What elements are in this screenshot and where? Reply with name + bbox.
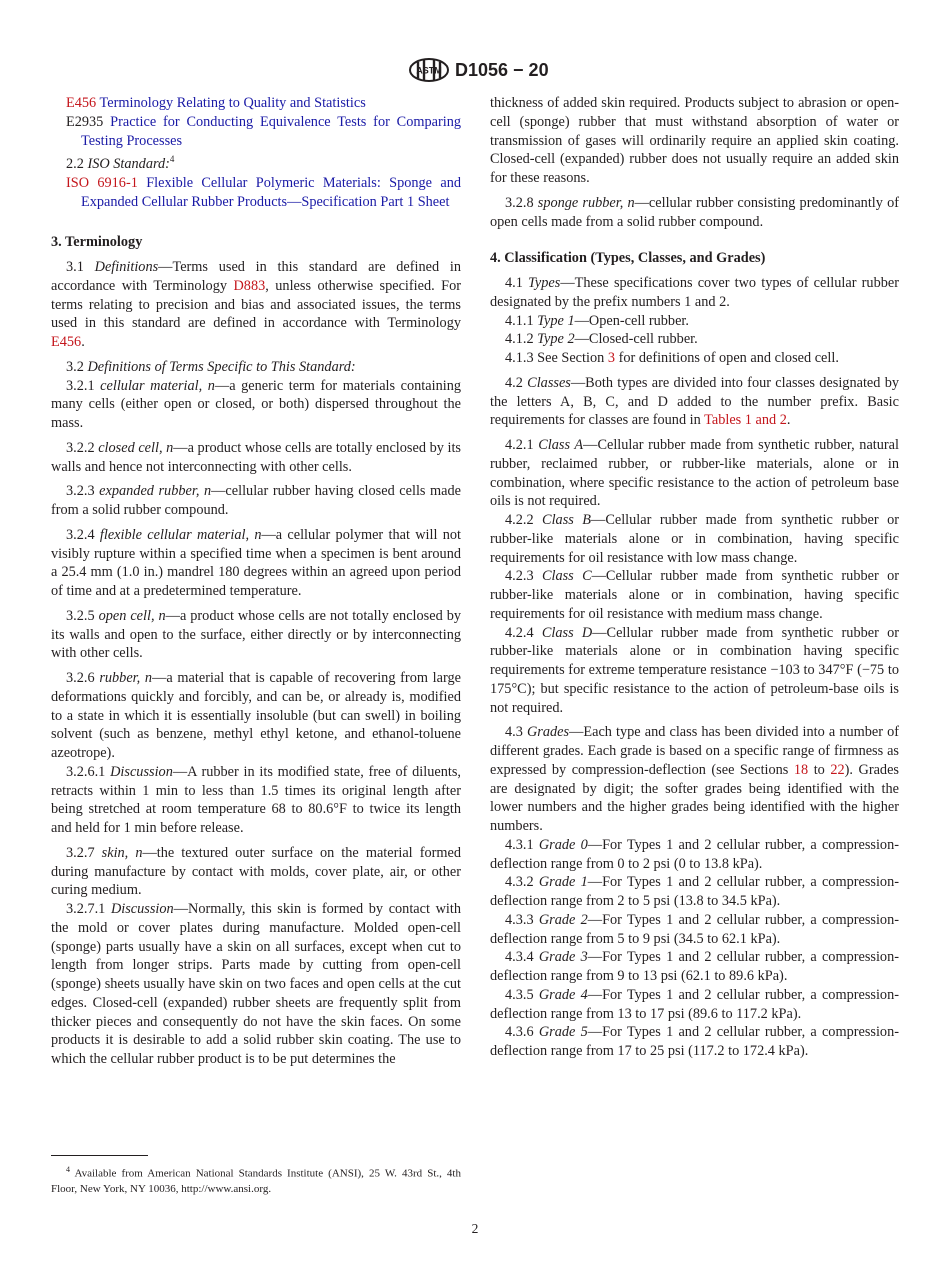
section-heading-terminology: 3. Terminology: [51, 234, 143, 251]
paragraph-4-3-6: 4.3.6 Grade 5—For Types 1 and 2 cellular rubber, a compression-deflection range from 17 to 25 psi (117.2 to 172.4 kPa).: [490, 1024, 899, 1059]
link-e456[interactable]: E456: [51, 334, 82, 351]
paragraph-3-2-4: 3.2.4 flexible cellular material, n—a cellular polymer that will not visibly rupture within a specified time when a specimen is bent around a 25.4 mm (1.0 in.) mandrel 180 degrees within an agreed upon period of time and at a predetermined temperature.: [51, 526, 461, 600]
footnote-ref[interactable]: 4: [169, 154, 175, 165]
paragraph-3-2-6: 3.2.6 rubber, n—a material that is capable of recovering from large deformations quickly and forcibly, and can be, or already is, modified to a state in which it is essentially insoluble (but can swell) in boiling solvent (such as benzene, methyl ethyl ketone, and ethanol-toluene azeotrope).: [51, 670, 461, 762]
link-section-3[interactable]: 3: [607, 350, 615, 366]
reference-iso-6916-1: [51, 174, 461, 212]
link-section-18[interactable]: 18: [793, 761, 809, 778]
paragraph-4-1: 4.1 Types—These specifications cover two types of cellular rubber designated by the prefix numbers 1 and 2.: [490, 275, 899, 310]
link-section-22[interactable]: 22: [830, 761, 845, 778]
paragraph-3-2-5: 3.2.5 open cell, n—a product whose cells are not totally enclosed by its walls and open to the surface, either directly or by interconnecting with other cells.: [51, 607, 461, 662]
paragraph-4-3-3: 4.3.3 Grade 2—For Types 1 and 2 cellular rubber, a compression-deflection range from 5 to 9 psi (34.5 to 62.1 kPa).: [490, 911, 899, 947]
paragraph-4-3-2: 4.3.2 Grade 1—For Types 1 and 2 cellular rubber, a compression-deflection range from 2 to 5 psi (13.8 to 34.5 kPa).: [490, 874, 899, 909]
paragraph-4-2-3: 4.2.3 Class C—Cellular rubber made from synthetic rubber or rubber-like materials alone or in combination, having specific requirements for oil resistance with medium mass change.: [490, 568, 899, 622]
reference-e2935: [51, 113, 461, 151]
paragraph-3-2-6-1: 3.2.6.1 Discussion—A rubber in its modified state, free of diluents, retracts within 1 min to less than 1.5 times its original length after being stretched at room temperature 68 to 80.6°F to twice its length and held for 1 min before release.: [51, 763, 462, 837]
reference-title-link[interactable]: Practice for Conducting Equivalence Tests for Comparing Testing Processes: [81, 113, 461, 149]
link-d883[interactable]: D883: [233, 277, 266, 294]
reference-title-link[interactable]: Terminology Relating to Quality and Statistics: [99, 95, 366, 111]
paragraph-4-1-3: 4.1.3 See Section 3 for definitions of open and closed cell.: [505, 350, 839, 366]
footnote-mark: 4: [66, 1165, 70, 1174]
astm-logo-icon: [408, 58, 450, 82]
paragraph-4-3-1: 4.3.1 Grade 0—For Types 1 and 2 cellular rubber, a compression-deflection range from 0 to 2 psi (0 to 13.8 kPa).: [490, 836, 899, 872]
paragraph-3-2-7-1-continued: thickness of added skin required. Products subject to abrasion or open-cell (sponge) rubber that must withstand absorption of water or transmission of gases will ordinarily require an applied skin coating. Closed-cell (expanded) rubber does not usually require an added skin for these reasons.: [490, 95, 899, 186]
reference-code: E2935: [66, 113, 104, 130]
section-heading-classification: 4. Classification (Types, Classes, and Grades): [490, 250, 766, 267]
paragraph-3-2-7-1: 3.2.7.1 Discussion—Normally, this skin is formed by contact with the mold or cover plates during manufacture. Molded open-cell (sponge) parts usually have a skin on all surfaces, except when cut to length from longer strips. Parts made by cutting from open-cell (sponge) sheets usually have skin on two faces and open cells at the cut edges. Closed-cell (expanded) rubber sheets are frequently split from thicker pieces and consequently do not have the skin faces. On some products it is desirable to add a solid rubber skin coating. The use to which the cellular rubber product is to be put determines the: [51, 901, 461, 1068]
paragraph-4-3: 4.3 Grades—Each type and class has been divided into a number of different grades. Each grade is based on a specific range of firmness as expressed by compression-deflection (see Sections 18 to 22). Grades are designated by digit; the softer grades being identified with the lower numbers and the higher grades being identified with the higher numbers.: [490, 724, 899, 834]
paragraph-4-2: 4.2 Classes—Both types are divided into four classes designated by the letters A, B, C, and D added to the number prefix. Basic requirements for classes are found in Tables 1 and 2.: [490, 374, 900, 429]
reference-e456: [51, 94, 461, 113]
left-column: [51, 94, 461, 1069]
link-tables-1-2[interactable]: Tables 1 and 2: [704, 412, 787, 429]
footnote-divider: [51, 1155, 148, 1156]
reference-code[interactable]: ISO 6916-1: [66, 174, 138, 191]
paragraph-4-2-4: 4.2.4 Class D—Cellular rubber made from synthetic rubber or rubber-like materials alone or in combination having specific requirements for extreme temperature resistance −103 to 347°F (−75 to 175°C); but specific resistance to the action of petroleum-base oils is not required.: [490, 624, 900, 716]
logo-text: ASTM: [416, 65, 442, 76]
paragraph-3-2-3: 3.2.3 expanded rubber, n—cellular rubber having closed cells made from a solid rubber compound.: [51, 483, 461, 519]
paragraph-3-2: 3.2 Definitions of Terms Specific to This Standard:: [66, 358, 356, 375]
paragraph-4-2-2: 4.2.2 Class B—Cellular rubber made from synthetic rubber or rubber-like materials alone or in combination, having specific requirements for oil resistance with low mass change.: [490, 512, 900, 566]
page-header: [0, 58, 950, 84]
paragraph-3-2-2: 3.2.2 closed cell, n—a product whose cells are totally enclosed by its walls and hence not interconnecting with other cells.: [51, 439, 461, 475]
iso-standard-heading: 2.2 ISO Standard:$^4$: [66, 154, 175, 173]
reference-title-link[interactable]: Flexible Cellular Polymeric Materials: Sponge and Expanded Cellular Rubber Products—Specification Part 1 Sheet: [81, 174, 461, 210]
paragraph-3-2-8: 3.2.8 sponge rubber, n—cellular rubber consisting predominantly of open cells made from a solid rubber compound.: [490, 194, 899, 230]
paragraph-4-1-1: 4.1.1 Type 1—Open-cell rubber.: [505, 312, 689, 329]
reference-code[interactable]: E456: [66, 95, 97, 111]
paragraph-3-2-7: 3.2.7 skin, n—the textured outer surface on the material formed during manufacture by contact with molds, cover plate, air, or other curing medium.: [51, 844, 462, 899]
page-number: 2: [471, 1221, 479, 1236]
paragraph-4-3-4: 4.3.4 Grade 3—For Types 1 and 2 cellular rubber, a compression-deflection range from 9 to 13 psi (62.1 to 89.6 kPa).: [490, 949, 899, 984]
right-column: [490, 94, 899, 1061]
footnote-text: Available from American National Standards Institute (ANSI), 25 W. 43rd St., 4th Floor, New York, NY 10036, http://www.ansi.org.: [51, 1167, 461, 1195]
paragraph-4-3-5: 4.3.5 Grade 4—For Types 1 and 2 cellular rubber, a compression-deflection range from 13 to 17 psi (89.6 to 117.2 kPa).: [490, 986, 899, 1022]
paragraph-4-1-2: 4.1.2 Type 2—Closed-cell rubber.: [505, 331, 698, 348]
document-id: D1056 − 20: [455, 60, 549, 80]
paragraph-3-2-1: 3.2.1 cellular material, n—a generic term for materials containing many cells (either open or closed, or both) dispersed throughout the mass.: [51, 377, 461, 432]
footnote-4: [51, 1162, 461, 1197]
paragraph-4-2-1: 4.2.1 Class A—Cellular rubber made from synthetic rubber, natural rubber, reclaimed rubber, or rubber-like materials, alone or in combination, where specific resistance to the action of petroleum base oils is not required.: [490, 437, 899, 510]
paragraph-3-1: 3.1 Definitions—Terms used in this standard are defined in accordance with Terminology D883, unless otherwise specified. For terms relating to precision and bias and associated issues, the terms used in this standard are defined in accordance with Terminology E456.: [51, 259, 462, 351]
